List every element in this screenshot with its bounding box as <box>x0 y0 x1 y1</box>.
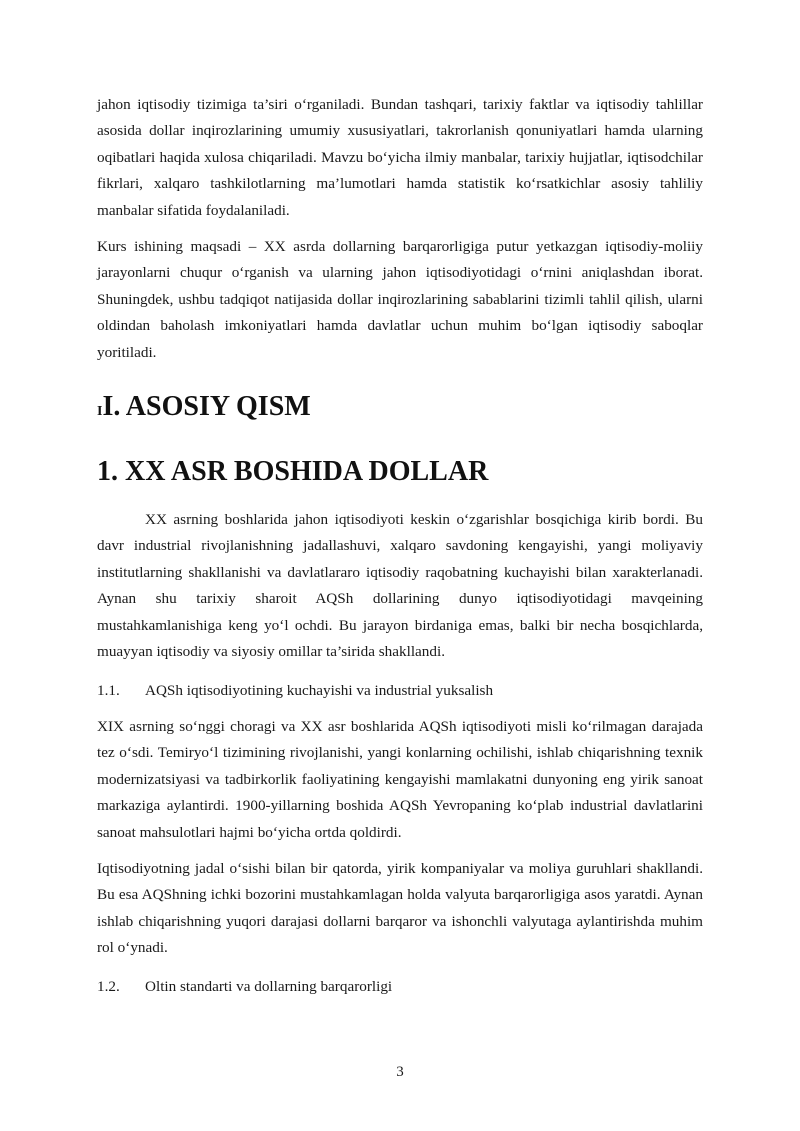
chapter-heading: 1. XX ASR BOSHIDA DOLLAR <box>97 456 489 488</box>
subsection-heading-1-1 <box>97 678 703 704</box>
subsection-title: Oltin standarti va dollarning barqarorligi <box>145 977 393 995</box>
document-page <box>97 92 703 1000</box>
heading-main-text: I. ASOSIY QISM <box>102 391 311 423</box>
paragraph-objective: Kurs ishining maqsadi – XX asrda dollarning barqarorligiga putur yetkazgan iqtisodiy-moliiy jarayonlarni chuqur o‘rganish va ularning jahon iqtisodiyotidagi o‘rnini aniqlashdan iborat. Shuningdek, ushbu tadqiqot natijasida dollar inqirozlarining sabablarini tizimli tahlil qilish, ularni oldindan baholash imkoniyatlari hamda davlatlar uchun muhim bo‘lgan iqtisodiy saboqlar yoritiladi. <box>97 238 703 361</box>
paragraph-us-growth: XIX asrning so‘nggi choragi va XX asr boshlarida AQSh iqtisodiyoti misli ko‘rilmagan darajada tez o‘sdi. Temiryo‘l tizimining rivojlanishi, yangi konlarning ochilishi, ishlab chiqarishning texnik modernizatsiyasi va tadbirkorlik faoliyatining kengayishi mamlakatni dunyoning eng yirik sanoat markaziga aylantirdi. 1900-yillarning boshida AQSh Yevropaning ko‘plab industrial davlatlarini sanoat mahsulotlari hajmi bo‘yicha ortda qoldirdi. <box>97 717 703 841</box>
paragraph-chapter-intro: XX asrning boshlarida jahon iqtisodiyoti keskin o‘zgarishlar bosqichiga kirib bordi. Bu davr industrial rivojlanishning jadallashuvi, xalqaro savdoning kengayishi, yangi moliyaviy institutlarning shakllanishi va davlatlararo iqtisodiy raqobatning kuchayishi bilan xarakterlanadi. Aynan shu tarixiy sharoit AQSh dollarining dunyo iqtisodiyotidagi mavqeining mustahkamlanishiga keng yo‘l ochdi. Bu jarayon birdaniga emas, balki bir necha bosqichlarda, muayyan iqtisodiy va siyosiy omillar ta’sirida shakllandi. <box>97 511 703 661</box>
heading-prefix: I <box>97 404 103 420</box>
paragraph-intro-continued: jahon iqtisodiy tizimiga ta’siri o‘rganiladi. Bundan tashqari, tarixiy faktlar va iqtisodiy tahlillar asosida dollar inqirozlarining umumiy xususiyatlari, takrorlanish qonuniyatlari hamda ularning oqibatlari haqida xulosa chiqariladi. Mavzu bo‘yicha ilmiy manbalar, tarixiy hujjatlar, iqtisodchilar fikrlari, xalqaro tashkilotlarning ma’lumotlari hamda statistik ko‘rsatkichlar asosiy tahliliy manbalar sifatida foydalaniladi. <box>97 96 703 219</box>
page-number: 3 <box>396 1064 404 1080</box>
paragraph-companies: Iqtisodiyotning jadal o‘sishi bilan bir qatorda, yirik kompaniyalar va moliya guruhlari shakllandi. Bu esa AQShning ichki bozorini mustahkamlagan holda valyuta barqarorligiga asos yaratdi. Aynan ishlab chiqarishning yuqori darajasi dollarni barqaror va ishonchli valyutaga aylantirishda muhim rol o‘ynadi. <box>97 859 703 957</box>
subsection-heading-1-2 <box>97 974 703 1000</box>
section-heading-main <box>97 390 703 429</box>
subsection-title: AQSh iqtisodiyotining kuchayishi va industrial yuksalish <box>145 681 494 699</box>
subsection-number: 1.2. <box>97 977 120 995</box>
subsection-number: 1.1. <box>97 681 120 699</box>
